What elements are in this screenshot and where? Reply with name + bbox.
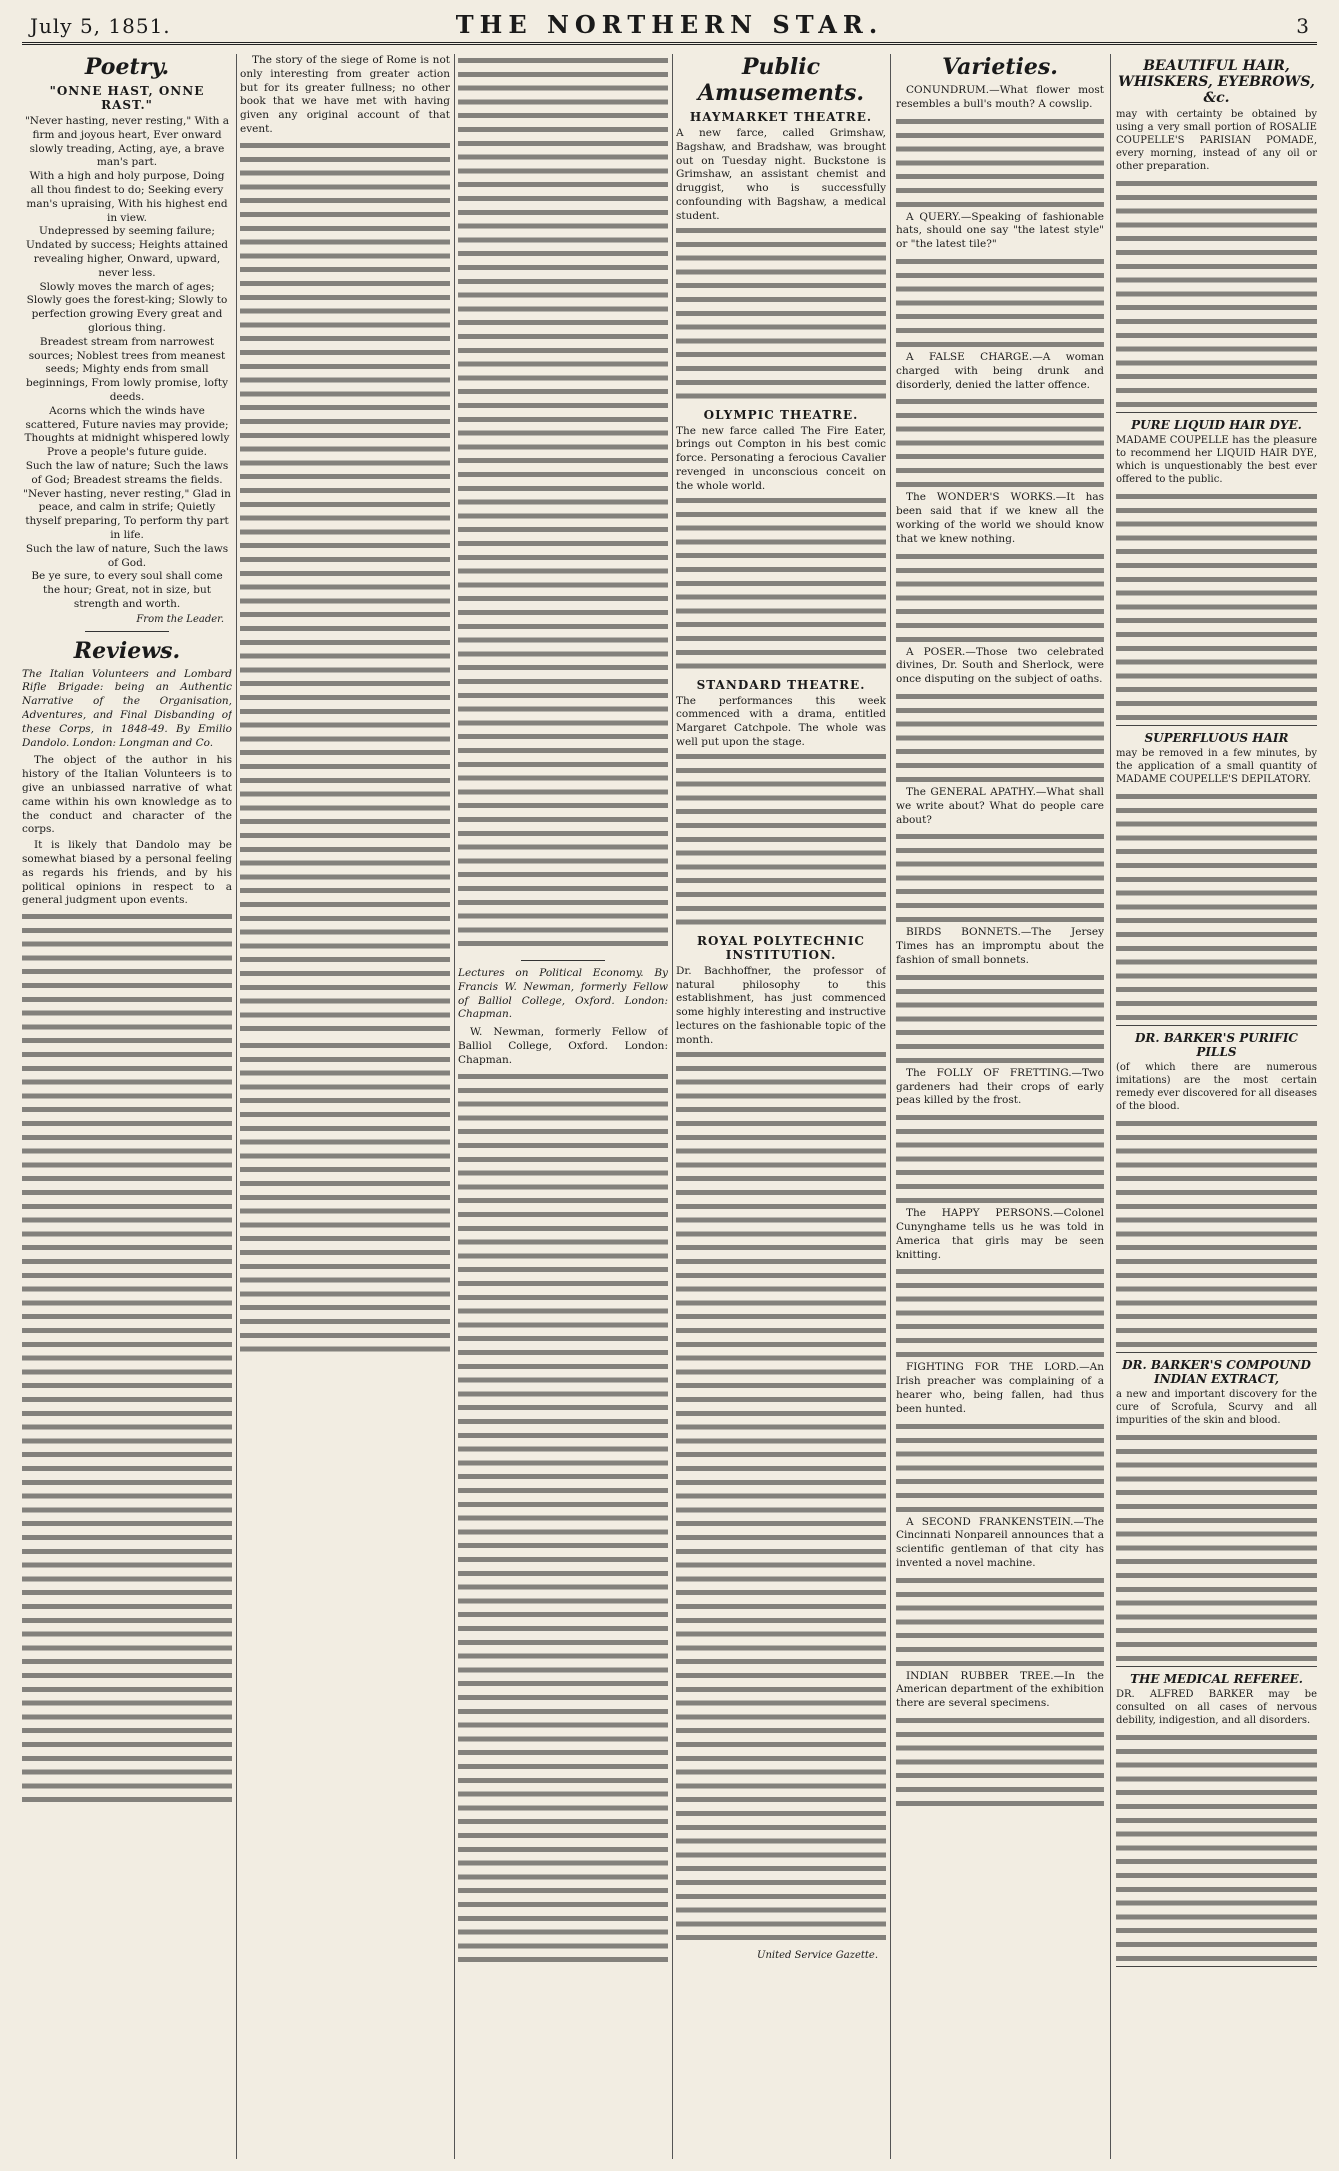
lectures-body (458, 1026, 668, 1067)
ad-headline: BEAUTIFUL HAIR, WHISKERS, EYEBROWS, &c. (1118, 58, 1315, 106)
column-rule (890, 54, 891, 2159)
divider (521, 960, 605, 961)
column-advertisements (1116, 54, 1317, 2159)
masthead (22, 8, 1317, 45)
variety-item: A POSER.—Those two celebrated divines, Dr. South and Sherlock, were once disputing on the subject of oaths. (896, 645, 1104, 686)
text-block (1116, 1117, 1317, 1347)
theatre-heading: STANDARD THEATRE. (696, 677, 866, 692)
text-block (676, 494, 886, 674)
divider (1116, 1352, 1317, 1353)
variety-item: The WONDER'S WORKS.—It has been said that if we knew all the working of the world we should know that we knew nothing. (896, 491, 1104, 545)
review-paragraph: W. Newman, formerly Fellow of Balliol College, Oxford. London: Chapman. (458, 1026, 668, 1066)
divider (1116, 725, 1317, 726)
poem (22, 115, 232, 612)
reviews-section-title: Reviews. (73, 637, 181, 664)
ad-text: may with certainty be obtained by using a very small portion of ROSALIE COUPELLE'S PARISIAN POMADE, every morning, instead of any oil or other preparation. (1116, 109, 1317, 172)
ad-headline: PURE LIQUID HAIR DYE. (1131, 418, 1302, 432)
amusements-section-title: Public Amusements. (697, 54, 865, 106)
variety-item: The HAPPY PERSONS.—Colonel Cunynghame tells us he was told in America that girls may be seen knitting. (896, 1207, 1104, 1261)
varieties-section-title: Varieties. (942, 54, 1058, 80)
column-rule (454, 54, 455, 2159)
poem-stanza: Such the law of nature; Such the laws of God; Breadest streams the fields. (25, 459, 229, 486)
text-block (896, 971, 1104, 1067)
lectures-book-title: Lectures on Political Economy. By Francis W. Newman, formerly Fellow of Balliol College, Oxford. London: Chapman. (458, 967, 668, 1021)
review-body-continued (240, 54, 450, 137)
theatre-text: The performances this week commenced with a drama, entitled Margaret Catchpole. The whole was well put upon the stage. (676, 694, 886, 748)
page-number: 3 (1296, 14, 1309, 38)
variety-item: The GENERAL APATHY.—What shall we write about? What do people care about? (896, 785, 1104, 826)
text-block (896, 1265, 1104, 1361)
text-block (1116, 1431, 1317, 1661)
variety-item: BIRDS BONNETS.—The Jersey Times has an impromptu about the fashion of small bonnets. (896, 926, 1104, 966)
theatre-text: Dr. Bachhoffner, the professor of natural philosophy to this establishment, has just commenced some highly interesting and instructive lectures on the fashionable topic of the month. (676, 964, 886, 1046)
ad-text: may be removed in a few minutes, by the application of a small quantity of MADAME COUPELLE'S DEPILATORY. (1116, 748, 1317, 785)
text-block (676, 224, 886, 404)
divider (1116, 1966, 1317, 1967)
variety-item: CONUNDRUM.—What flower most resembles a bull's mouth? A cowslip. (896, 84, 1104, 110)
column-rule (236, 54, 237, 2159)
text-block (458, 1070, 668, 1970)
divider (1116, 412, 1317, 413)
column-rule (1110, 54, 1111, 2159)
divider (85, 631, 169, 632)
ad-text: DR. ALFRED BARKER may be consulted on all cases of nervous debility, indigestion, and all disorders. (1116, 1689, 1317, 1726)
ad-text: (of which there are numerous imitations) are the most certain remedy ever discovered for all diseases of the blood. (1116, 1062, 1317, 1112)
text-block (896, 1714, 1104, 1810)
text-block (22, 910, 232, 1810)
theatre-heading: OLYMPIC THEATRE. (703, 407, 859, 422)
poetry-section-title: Poetry. (84, 54, 170, 80)
text-block (896, 1420, 1104, 1516)
poem-stanza: Such the law of nature, Such the laws of God. (25, 542, 229, 569)
text-block (676, 1048, 886, 1948)
variety-item: INDIAN RUBBER TREE.—In the American department of the exhibition there are several specimens. (896, 1669, 1104, 1710)
poem-stanza: Undepressed by seeming failure; Undated by success; Heights attained revealing higher, Onward, upward, never less. (25, 225, 229, 279)
divider (1116, 1666, 1317, 1667)
poem-stanza: With a high and holy purpose, Doing all thou findest to do; Seeking every man's upraising, With his highest end in view. (26, 170, 228, 224)
poem-stanza: Slowly moves the march of ages; Slowly goes the forest-king; Slowly to perfection growing Every great and glorious thing. (26, 280, 228, 334)
text-block (896, 395, 1104, 491)
column-lectures (458, 54, 668, 2159)
theatre-text: The new farce called The Fire Eater, brings out Compton in his best comic force. Personating a ferocious Cavalier revenged in unconscious conceit on the whole world. (676, 424, 886, 492)
column-reviews-continued (240, 54, 450, 2159)
issue-date: July 5, 1851. (30, 14, 171, 38)
poem-stanza: Be ye sure, to every soul shall come the hour; Great, not in size, but strength and worth. (31, 570, 223, 610)
variety-item: A SECOND FRANKENSTEIN.—The Cincinnati Nonpareil announces that a scientific gentleman of that city has invented a novel machine. (896, 1515, 1104, 1569)
text-block (240, 139, 450, 1039)
ad-text: a new and important discovery for the cure of Scrofula, Scurvy and all impurities of the skin and blood. (1116, 1389, 1317, 1426)
ad-text: MADAME COUPELLE has the pleasure to recommend her LIQUID HAIR DYE, which is unquestionably the best ever offered to the public. (1116, 435, 1317, 485)
text-block (896, 1574, 1104, 1670)
column-amusements (676, 54, 886, 2159)
text-block (896, 1111, 1104, 1207)
text-block (896, 830, 1104, 926)
theatre-text: A new farce, called Grimshaw, Bagshaw, and Bradshaw, was brought out on Tuesday night. Buckstone is Grimshaw, an assistant chemist and druggist, who is successfully confounding with Bagshaw, a medical student. (676, 127, 886, 222)
poem-stanza: "Never hasting, never resting," Glad in peace, and calm in strife; Quietly thyself preparing, To perform thy part in life. (23, 487, 231, 541)
theatre-heading: ROYAL POLYTECHNIC INSTITUTION. (697, 933, 865, 962)
poem-source: From the Leader. (136, 613, 224, 625)
column-rule (672, 54, 673, 2159)
review-book-title: The Italian Volunteers and Lombard Rifle Brigade: being an Authentic Narrative of the Organisation, Adventures, and Final Disbanding of these Corps, in 1848-49. By Emilio Dandolo. London: Longman and Co. (22, 667, 232, 749)
extract-source: United Service Gazette. (757, 1949, 878, 1961)
newspaper-title: THE NORTHERN STAR. (455, 10, 884, 39)
column-poetry-reviews (22, 54, 232, 2159)
text-block (676, 750, 886, 930)
poem-stanza: Breadest stream from narrowest sources; Noblest trees from meanest seeds; Mighty ends from small beginnings, From lowly promise, lofty deeds. (25, 335, 229, 403)
text-block (240, 1039, 450, 1359)
text-block (896, 690, 1104, 786)
variety-item: FIGHTING FOR THE LORD.—An Irish preacher was complaining of a hearer who, being fallen, had thus been hunted. (896, 1361, 1104, 1415)
ad-headline: THE MEDICAL REFEREE. (1130, 1672, 1303, 1686)
variety-item: The FOLLY OF FRETTING.—Two gardeners had their crops of early peas killed by the frost. (896, 1066, 1104, 1107)
poem-title: "ONNE HAST, ONNE RAST." (49, 84, 205, 112)
text-block (1116, 790, 1317, 1020)
ad-headline: DR. BARKER'S PURIFIC PILLS (1135, 1031, 1298, 1059)
review-body (22, 754, 232, 908)
text-block (1116, 1731, 1317, 1961)
text-block (458, 54, 668, 954)
text-block (1116, 177, 1317, 407)
ad-headline: DR. BARKER'S COMPOUND INDIAN EXTRACT, (1122, 1358, 1311, 1386)
column-varieties (896, 54, 1104, 2159)
review-paragraph: The object of the author in his history of the Italian Volunteers is to give an unbiassed narrative of what came within his own knowledge as to the conduct and character of the corps. (22, 754, 232, 836)
text-block (896, 115, 1104, 211)
theatre-heading: HAYMARKET THEATRE. (689, 110, 873, 124)
poem-stanza: Acorns which the winds have scattered, Future navies may provide; Thoughts at midnight whispered lowly Prove a people's future guide. (24, 404, 230, 459)
variety-item: A QUERY.—Speaking of fashionable hats, should one say "the latest style" or "the latest tile?" (896, 210, 1104, 251)
poem-stanza: "Never hasting, never resting," With a firm and joyous heart, Ever onward slowly treading, Acting, aye, a brave man's part. (24, 115, 230, 169)
variety-item: A FALSE CHARGE.—A woman charged with being drunk and disorderly, denied the latter offence. (896, 350, 1104, 391)
review-paragraph: The story of the siege of Rome is not only interesting from greater action but for its greater fullness; no other book that we have met with having given any original account of that event. (240, 54, 450, 135)
text-block (1116, 490, 1317, 720)
review-paragraph: It is likely that Dandolo may be somewhat biased by a personal feeling as regards his friends, and by his political opinions in respect to a general judgment upon events. (22, 839, 232, 907)
ad-headline: SUPERFLUOUS HAIR (1144, 731, 1289, 745)
text-block (896, 255, 1104, 351)
text-block (896, 550, 1104, 646)
divider (1116, 1025, 1317, 1026)
